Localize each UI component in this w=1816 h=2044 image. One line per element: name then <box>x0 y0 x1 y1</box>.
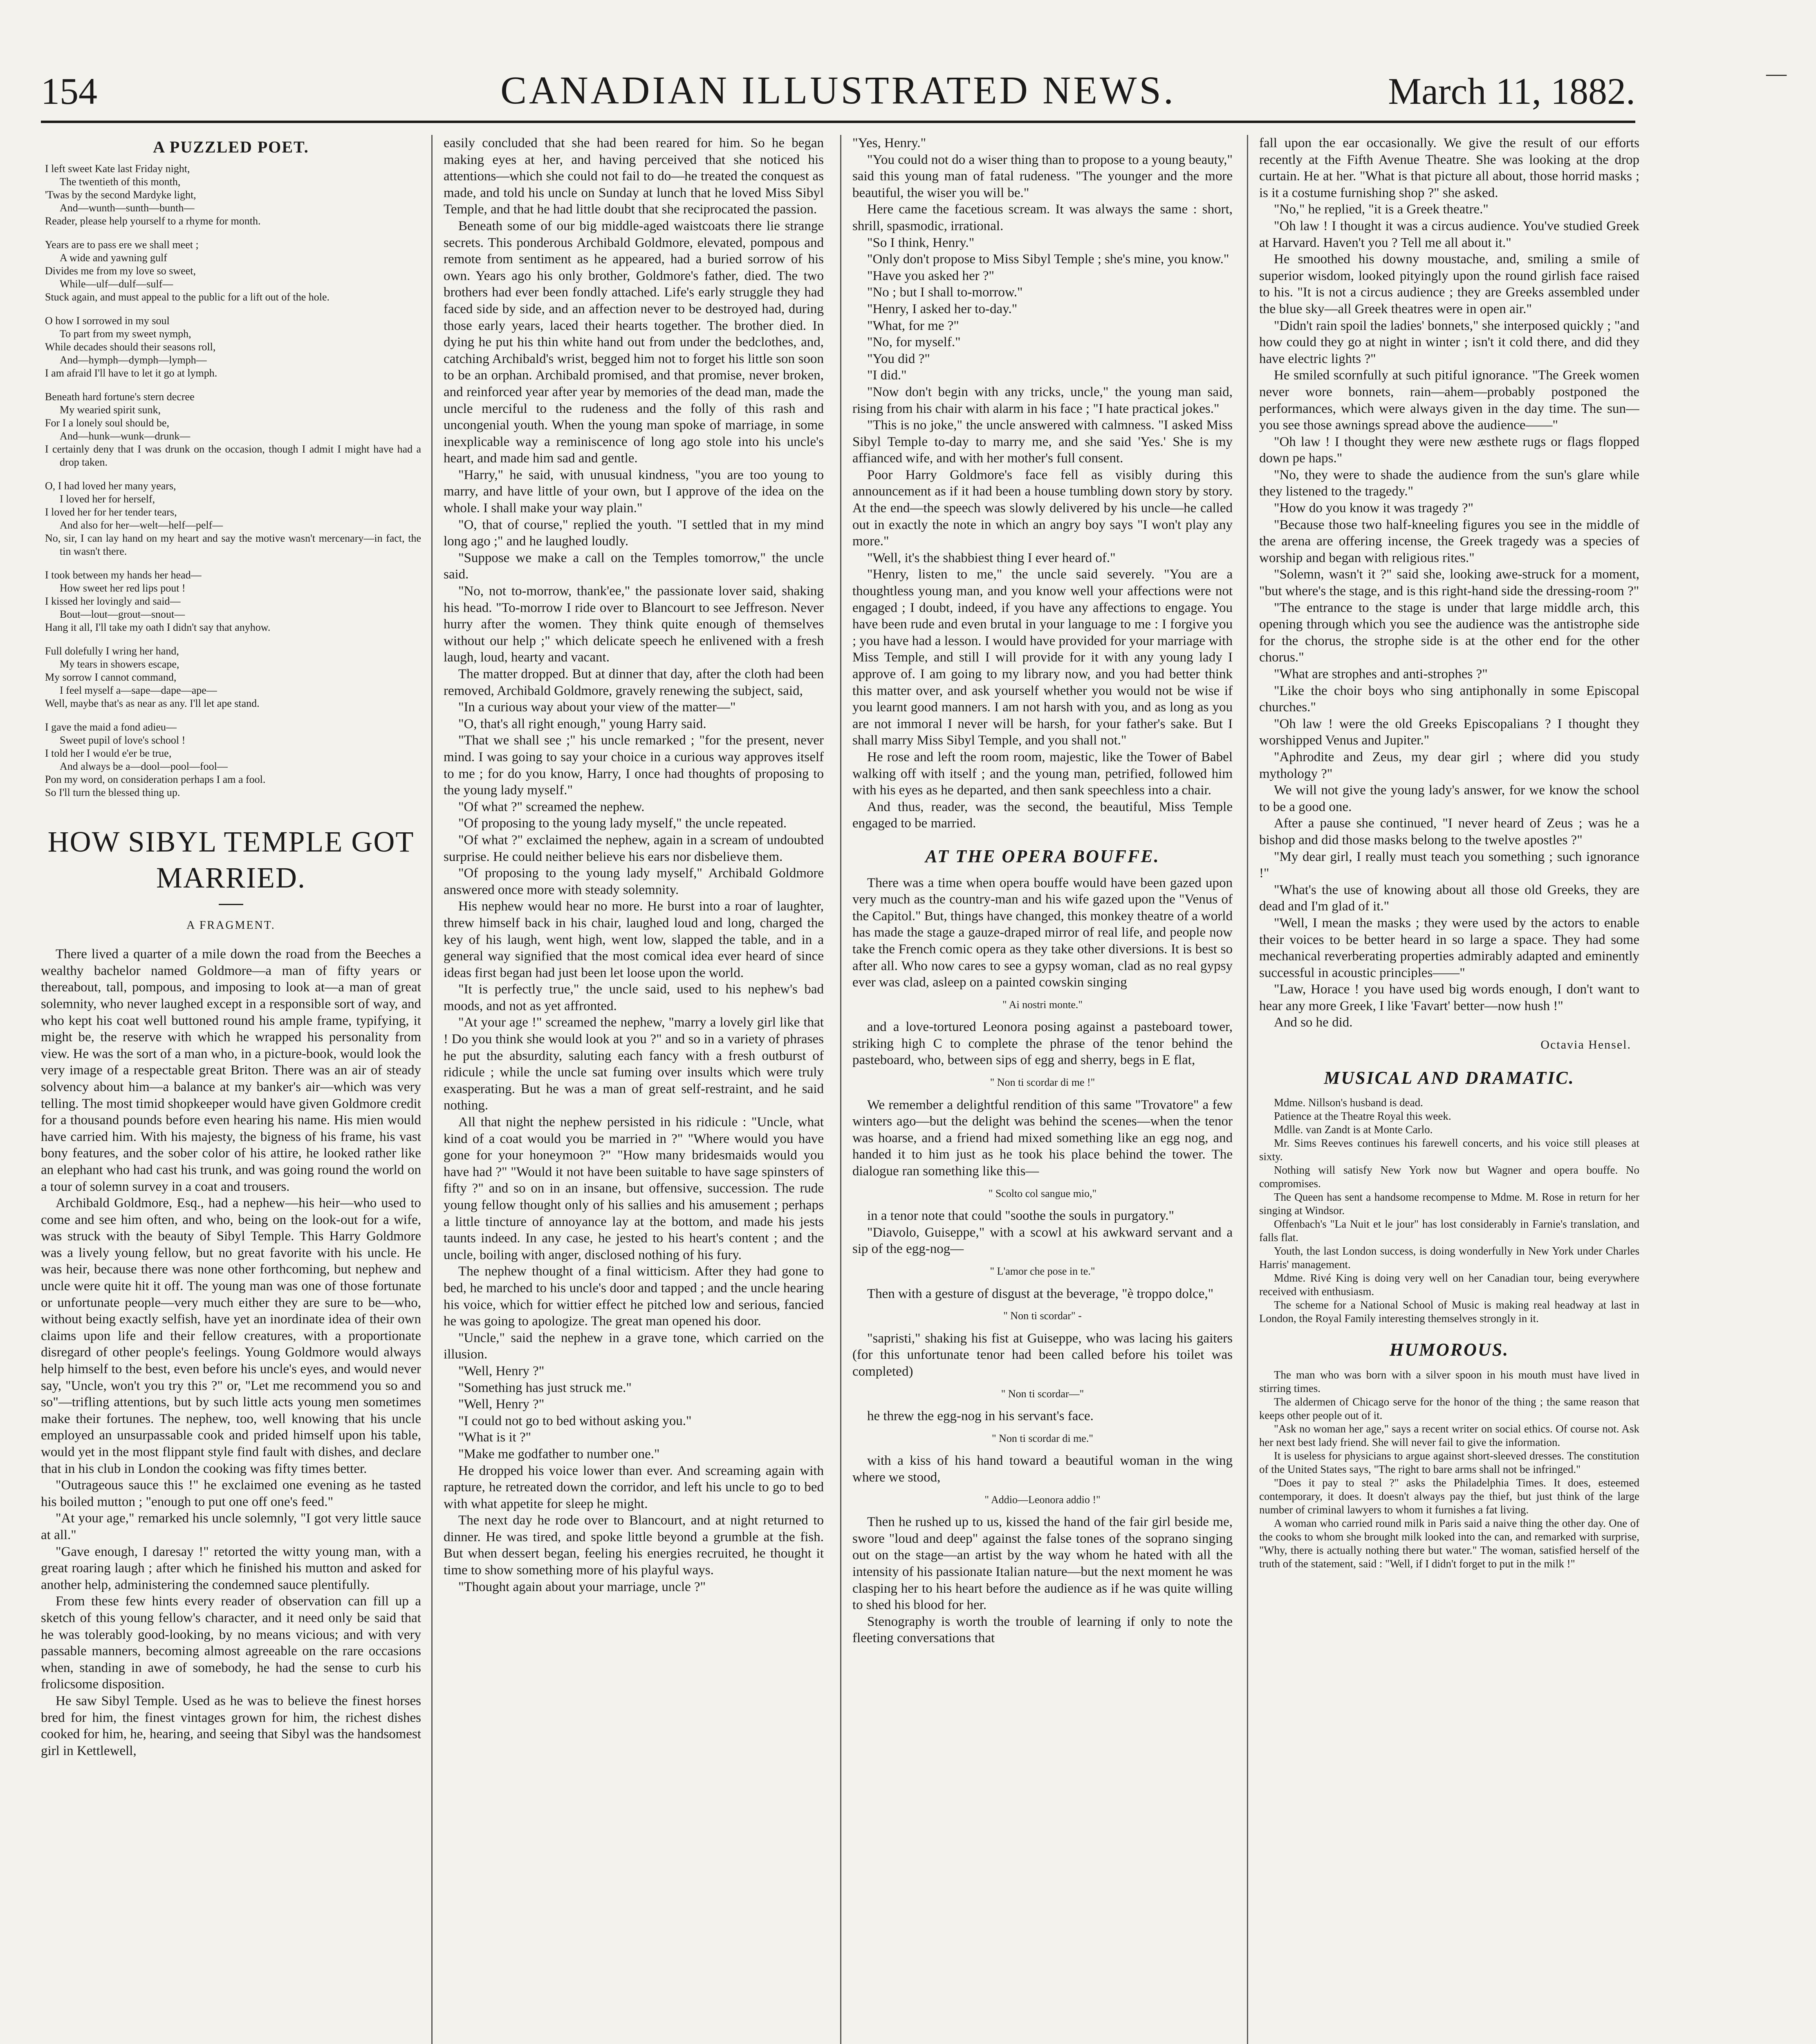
story-paragraph: "Gave enough, I daresay !" retorted the witty young man, with a great roaring laugh ; after which he finished his mutton and asked for another help, administering the condemned sauce plentifully. <box>41 1544 421 1592</box>
story-text <box>41 946 421 1759</box>
story-paragraph: "Outrageous sauce this !" he exclaimed one evening as he tasted his boiled mutton ; "enough to put one off one's feed." <box>41 1478 421 1509</box>
poem-line: Beneath hard fortune's stern decree <box>45 390 195 403</box>
opera-paragraph: We will not give the young lady's answer, for we know the school to be a good one. <box>1259 783 1639 814</box>
header-rule <box>41 121 1635 123</box>
poem-line: For I a lonely soul should be, <box>45 417 170 429</box>
poem-line: O how I sorrowed in my soul <box>45 314 170 327</box>
story-paragraph: "Something has just struck me." <box>458 1380 632 1395</box>
poem-stanza <box>45 480 421 558</box>
story-paragraph: "No ; but I shall to-morrow." <box>867 285 1023 300</box>
story-paragraph: "I could not go to bed without asking you." <box>458 1413 692 1428</box>
story-paragraph: "Thought again about your marriage, uncle ?" <box>458 1579 706 1594</box>
poem-line: And—hunk—wunk—drunk— <box>60 430 191 442</box>
story-paragraph: "O, that's all right enough," young Harry said. <box>458 716 706 731</box>
story-paragraph: "At your age !" screamed the nephew, "marry a lovely girl like that ! Do you think she would look at you ?" and so in a variety of phrases he put the absurdity, saluting each fancy with a fresh outburst of ridicule ; while the uncle sat fuming over insults which were truly exasperating. But he was a man of great self-restraint, and he said nothing. <box>444 1015 824 1113</box>
column-divider <box>840 135 841 2044</box>
story-text-continued <box>852 135 1233 832</box>
story-paragraph: His nephew would hear no more. He burst into a roar of laughter, threw himself back in his chair, laughed loud and long, charged the key of his laugh, went high, went low, slapped the table, and in a general way signified that the most comical idea ever heard of since ideas first began had just been let loose upon the world. <box>444 899 824 980</box>
story-paragraph: Beneath some of our big middle-aged waistcoats there lie strange secrets. This ponderous Archibald Goldmore, elevated, pompous and remote from sentiment as he appeared, had a buried sorrow of his own. Years ago his only brother, Goldmore's father, died. The two brothers had ever been fondly attached. Life's early struggle they had faced side by side, and an affection never to be destroyed had, during those early years, laced their hearts together. The brother died. In dying he put his thin white hand out from under the bedclothes, and, catching Archibald's wrist, begged him not to forget his little son soon to be an orphan. Archibald promised, and that promise, never broken, and reinforced year after year by memories of the dead man, made the uncle merciful to the rudeness and the folly of this rash and uncongenial youth. When the young man spoke of marriage, in some inexplicable way a reminiscence of long ago stole into his uncle's heart, and made him sad and gentle. <box>444 218 824 466</box>
poem-stanza <box>45 645 421 710</box>
poem-line: While decades should their seasons roll, <box>45 341 216 353</box>
opera-paragraph: "What's the use of knowing about all those old Greeks, they are dead and I'm glad of it." <box>1259 882 1639 914</box>
opera-paragraph: He smoothed his downy moustache, and, smiling a smile of superior wisdom, looked pityingly upon the round girlish face raised to his. "It is not a circus audience ; they are Greeks assembled under the blue sky—all Greek theatres were in open air." <box>1259 252 1639 316</box>
story-paragraph: "Only don't propose to Miss Sibyl Temple ; she's mine, you know." <box>867 252 1229 267</box>
story-paragraph: "No, for myself." <box>867 335 961 350</box>
humorous-note: A woman who carried round milk in Paris said a naive thing the other day. One of the cooks to whom she brought milk looked into the can, and remarked with surprise, "Why, there is actually nothing there but water." The woman, satisfied herself of the truth of the statement, said : "Well, if I didn't forget to put in the milk !" <box>1259 1517 1639 1570</box>
story-paragraph: "I did." <box>867 368 907 383</box>
poem-line: 'Twas by the second Mardyke light, <box>45 188 196 201</box>
story-paragraph: "Of what ?" exclaimed the nephew, again in a scream of undoubted surprise. He could neither believe his ears nor disbelieve them. <box>444 832 824 864</box>
poem-line: Hang it all, I'll take my oath I didn't say that anyhow. <box>45 621 271 633</box>
poem-line: Well, maybe that's as near as any. I'll let ape stand. <box>45 697 260 709</box>
poem-line: I feel myself a—sape—dape—ape— <box>60 684 217 696</box>
musical-note: The scheme for a National School of Music is making real headway at last in London, the Royal Family interesting themselves strongly in it. <box>1259 1299 1639 1325</box>
opera-paragraph: "No," he replied, "it is a Greek theatre." <box>1274 202 1489 217</box>
opera-paragraph: "Well, I mean the masks ; they were used by the actors to enable their voices to be better heard in so large a space. They had some mechanical reverberating properties admirably adapted and eminently successful in acoustic principles——" <box>1259 915 1639 980</box>
poem-stanza <box>45 390 421 469</box>
column-3 <box>852 135 1233 2044</box>
poem-line: The twentieth of this month, <box>60 175 181 188</box>
column-divider <box>431 135 433 2044</box>
margin-mark: — <box>1766 62 1787 85</box>
story-paragraph: And thus, reader, was the second, the beautiful, Miss Temple engaged to be married. <box>852 799 1233 831</box>
story-paragraph: All that night the nephew persisted in his ridicule : "Uncle, what kind of a coat would you be married in ?" "Where would you have gone for your honeymoon ?" "How many bridesmaids would you have had ?" "Would it not have been suitable to have sage spinsters of fifty ?" and so on in an insane, but offensive, succession. The rude young fellow thought only of his sallies and his amusement ; perhaps a little tincture of annoyance lay at the bottom, and made his jests taunts indeed. In any case, he jested to his heart's content ; and the uncle, boiling with anger, disclosed nothing of his fury. <box>444 1115 824 1262</box>
story-paragraph: easily concluded that she had been reared for him. So he began making eyes at her, and having perceived that she noticed his attentions—which she could not fail to do—he treated the conquest as made, and told his uncle on Sunday at lunch that he loved Miss Sibyl Temple, and that he had little doubt that she reciprocated the passion. <box>444 136 824 217</box>
issue-date: March 11, 1882. <box>1388 70 1635 112</box>
story-paragraph: "Yes, Henry." <box>852 136 926 150</box>
poem-line: My sorrow I cannot command, <box>45 671 177 683</box>
story-paragraph: "That we shall see ;" his uncle remarked ; "for the present, never mind. I was going to say your choice in a curious way approves itself to me ; for do you know, Harry, I once had thoughts of proposing to the young lady myself." <box>444 733 824 798</box>
song-lyric: " Scolto col sangue mio," <box>988 1187 1097 1199</box>
story-paragraph: "So I think, Henry." <box>867 235 975 250</box>
musical-note: The Queen has sent a handsome recompense to Mdme. M. Rose in return for her singing at Windsor. <box>1259 1191 1639 1217</box>
story-paragraph: "No, not to-morrow, thank'ee," the passionate lover said, shaking his head. "To-morrow I ride over to Blancourt to see Jeffreson. Never hurry after the women. They think quite enough of themselves without our help ;" which delicate speech he enlivened with a fresh laugh, loud, hearty and vacant. <box>444 584 824 665</box>
opera-paragraph: "Like the choir boys who sing antiphonally in some Episcopal churches." <box>1259 683 1639 715</box>
story-text-continued <box>444 135 824 1595</box>
poem-line: Full dolefully I wring her hand, <box>45 645 179 657</box>
story-title: HOW SIBYL TEMPLE GOT MARRIED. <box>47 825 415 894</box>
story-paragraph: "Well, Henry ?" <box>458 1363 545 1378</box>
story-paragraph: The matter dropped. But at dinner that day, after the cloth had been removed, Archibald Goldmore, gravely renewing the subject, said, <box>444 667 824 698</box>
poem-line: My tears in showers escape, <box>60 658 179 670</box>
story-paragraph: He rose and left the room room, majestic, like the Tower of Babel walking off with itself ; and the young man, petrified, followed him with his eyes as he departed, and then sank speechless into a chair. <box>852 749 1233 798</box>
song-lyric: " Ai nostri monte." <box>1002 998 1083 1011</box>
humorous-note: The aldermen of Chicago serve for the honor of the thing ; the same reason that keeps other people out of it. <box>1259 1395 1639 1421</box>
poem-stanza <box>45 721 421 799</box>
opera-text-continued <box>1259 135 1639 1031</box>
opera-paragraph: And so he did. <box>1274 1015 1353 1030</box>
story-paragraph: "Uncle," said the nephew in a grave tone, which carried on the illusion. <box>444 1330 824 1362</box>
opera-paragraph: "Aphrodite and Zeus, my dear girl ; where did you study mythology ?" <box>1259 749 1639 781</box>
poem-line: So I'll turn the blessed thing up. <box>45 786 180 798</box>
column-1 <box>41 135 421 2044</box>
poem-line: I am afraid I'll have to let it go at lymph. <box>45 367 217 379</box>
opera-paragraph: After a pause she continued, "I never heard of Zeus ; was he a bishop and did those masks belong to the twelve apostles ?" <box>1259 816 1639 847</box>
story-paragraph: He saw Sibyl Temple. Used as he was to believe the finest horses bred for him, the finest vintages grown for him, the richest dishes cooked for him, he, hearing, and seeing that Sibyl was the handsomest girl in Kettlewell, <box>41 1693 421 1758</box>
story-paragraph: The nephew thought of a final witticism. After they had gone to bed, he marched to his uncle's door and tapped ; and the uncle hearing his voice, which for wittier effect he pitched low and serious, fancied he was going to apologize. The great man opened his door. <box>444 1264 824 1329</box>
opera-paragraph: "What are strophes and anti-strophes ?" <box>1274 667 1488 681</box>
opera-paragraph: "sapristi," shaking his fist at Guiseppe, who was lacing his gaiters (for this unfortunate tenor had been called before his toilet was completed) <box>852 1331 1233 1379</box>
column-2 <box>444 135 824 2044</box>
opera-paragraph: Then with a gesture of disgust at the beverage, "è troppo dolce," <box>867 1286 1214 1301</box>
musical-note: Nothing will satisfy New York now but Wagner and opera bouffe. No compromises. <box>1259 1164 1639 1190</box>
story-paragraph: "Of what ?" screamed the nephew. <box>458 799 645 814</box>
poem-line: Pon my word, on consideration perhaps I am a fool. <box>45 773 266 785</box>
poem-line: I took between my hands her head— <box>45 569 202 581</box>
song-lyric: " Non ti scordar di me !" <box>990 1076 1095 1089</box>
story-paragraph: "Henry, I asked her to-day." <box>867 301 1018 316</box>
song-lyric: " Non ti scordar—" <box>1001 1387 1084 1400</box>
poem-line: And—hymph—dymph—lymph— <box>60 354 207 366</box>
humorous-note: The man who was born with a silver spoon in his mouth must have lived in stirring times. <box>1259 1368 1639 1394</box>
poem-line: A wide and yawning gulf <box>60 251 167 264</box>
poem-title: A PUZZLED POET. <box>153 138 309 156</box>
humorous-note: It is useless for physicians to argue against short-sleeved dresses. The constitution of the United States says, "The right to bare arms shall not be infringed." <box>1259 1449 1639 1475</box>
story-paragraph: "Well, it's the shabbiest thing I ever heard of." <box>867 550 1116 565</box>
poem-line: I gave the maid a fond adieu— <box>45 721 177 733</box>
story-paragraph: Here came the facetious scream. It was always the same : short, shrill, spasmodic, irrational. <box>852 202 1233 233</box>
song-lyric: " Non ti scordar di me." <box>992 1432 1093 1444</box>
musical-note: Mr. Sims Reeves continues his farewell concerts, and his voice still pleases at sixty. <box>1259 1137 1639 1163</box>
poem-line: Sweet pupil of love's school ! <box>60 734 186 746</box>
story-paragraph: "Harry," he said, with unusual kindness, "you are too young to marry, and have little of your own, but I approve of the idea on the whole. I shall make your way plain." <box>444 467 824 516</box>
song-lyric: " Non ti scordar" - <box>1003 1310 1082 1322</box>
poem-line: I left sweet Kate last Friday night, <box>45 162 190 175</box>
story-paragraph: "Have you asked her ?" <box>867 268 994 283</box>
page-number: 154 <box>41 70 97 112</box>
opera-paragraph: "Oh law ! were the old Greeks Episcopalians ? I thought they worshipped Venus and Jupiter." <box>1259 716 1639 748</box>
column-4 <box>1259 135 1639 2044</box>
opera-paragraph: We remember a delightful rendition of this same "Trovatore" a few winters ago—but the delight was behind the scenes—when the tenor was hoarse, and a friend had mixed something like an egg nog, and handed it to him just as he took his place behind the tower. The dialogue ran something like this— <box>852 1097 1233 1179</box>
poem-line: And always be a—dool—pool—fool— <box>60 760 228 772</box>
opera-paragraph: "Didn't rain spoil the ladies' bonnets," she interposed quickly ; "and how could they go at night in winter ; isn't it cold there, and did they have electric lights ?" <box>1259 318 1639 366</box>
opera-paragraph: with a kiss of his hand toward a beautiful woman in the wing where we stood, <box>852 1453 1233 1485</box>
poem-line: No, sir, I can lay hand on my heart and say the motive wasn't mercenary—in fact, the tin wasn't there. <box>45 532 421 557</box>
humorous-note: "Does it pay to steal ?" asks the Philadelphia Times. It does, esteemed contemporary, it does. It doesn't always pay the thief, but just think of the large number of criminal lawyers to whom it furnishes a fat living. <box>1259 1476 1639 1516</box>
opera-paragraph: Stenography is worth the trouble of learning if only to note the fleeting conversations that <box>852 1614 1233 1646</box>
poem-line: While—ulf—dulf—sulf— <box>60 278 173 290</box>
opera-paragraph: "Solemn, wasn't it ?" said she, looking awe-struck for a moment, "but where's the stage, and is this right-hand side the dressing-room ?" <box>1259 567 1639 599</box>
story-paragraph: "What is it ?" <box>458 1430 531 1445</box>
poem-stanza <box>45 569 421 634</box>
opera-paragraph: "Diavolo, Guiseppe," with a scowl at his awkward servant and a sip of the egg-nog— <box>852 1225 1233 1257</box>
opera-paragraph: and a love-tortured Leonora posing against a pasteboard tower, striking high C to complete the phrase of the tenor behind the pasteboard, who, between sips of egg and sherry, begs in E flat, <box>852 1020 1233 1068</box>
musical-notes <box>1259 1096 1639 1325</box>
opera-paragraph: "Law, Horace ! you have used big words enough, I don't want to hear any more Greek, I like 'Favart' better—now hush !" <box>1259 982 1639 1013</box>
opera-paragraph: There was a time when opera bouffe would have been gazed upon very much as the country-man and his wife gazed upon the "Venus of the Capitol." But, things have changed, this monkey theatre of a world has made the stage a gauze-draped mirror of real life, and people now take the French comic opera as they take other diversions. It is best so after all. Who now cares to see a gypsy woman, clad as no real gypsy ever was clad, asleep on a painted cowskin singing <box>852 875 1233 990</box>
opera-paragraph: "Because those two half-kneeling figures you see in the middle of the arena are offering incense, the Greek tragedy was a species of worship and began with religious rites." <box>1259 517 1639 565</box>
story-paragraph: "What, for me ?" <box>867 318 959 333</box>
title-rule <box>219 904 243 905</box>
poem-line: I loved her for her tender tears, <box>45 506 177 518</box>
poem-line: I loved her for herself, <box>60 493 155 505</box>
story-paragraph: "Suppose we make a call on the Temples tomorrow," the uncle said. <box>444 550 824 582</box>
story-paragraph: "You did ?" <box>867 351 930 366</box>
story-paragraph: "You could not do a wiser thing than to propose to a young beauty," said this young man of fatal rudeness. "The younger and the more beautiful, the wiser you will be." <box>852 152 1233 200</box>
poem-line: How sweet her red lips pout ! <box>60 582 186 594</box>
story-paragraph: "Henry, listen to me," the uncle said severely. "You are a thoughtless young man, and you know well your affections were not engaged ; I doubt, indeed, if you have any affections to engage. You have been rude and even brutal in your language to me : I forgive you ; you have had a lesson. I would have provided for your marriage with Miss Temple, and still I will provide for it with any young lady I approve of. I am going to my library now, and you had better think this matter over, and ask yourself whether you would not be wise if you learnt good manners. I am not harsh with you, and as long as you are not immoral I never will be harsh, for your father's sake. But I shall marry Miss Sibyl Temple, and you shall not." <box>852 567 1233 748</box>
poem-line: I told her I would e'er be true, <box>45 747 172 759</box>
opera-paragraph: "No, they were to shade the audience from the sun's glare while they listened to the tragedy." <box>1259 467 1639 499</box>
poem-line: And—wunth—sunth—bunth— <box>60 202 195 214</box>
author-signature: Octavia Hensel. <box>1540 1038 1631 1052</box>
opera-paragraph: fall upon the ear occasionally. We give the result of our efforts recently at the Fifth Avenue Theatre. She was looking at the drop curtain. He at her. "What is that picture all about, those horrid masks ; is it a costume furnishing shop ?" she asked. <box>1259 136 1639 200</box>
poem-line: Divides me from my love so sweet, <box>45 264 196 277</box>
poem-stanza <box>45 314 421 380</box>
poem-line: Years are to pass ere we shall meet ; <box>45 238 199 251</box>
story-paragraph: "At your age," remarked his uncle solemnly, "I got very little sauce at all." <box>41 1511 421 1542</box>
story-paragraph: "Make me godfather to number one." <box>458 1446 660 1461</box>
story-paragraph: There lived a quarter of a mile down the road from the Beeches a wealthy bachelor named Goldmore—a man of fifty years or thereabout, tall, pompous, and imposing to look at—a man of great solemnity, who never laughed except in a responsible sort of way, and who kept his coat well buttoned round his ample frame, typifying, it might be, the reserve with which he wrapped his personality from view. He was the sort of a man who, in a picture-book, would look the very image of a respectable great Briton. There was an air of steady solvency about him—a balance at my banker's air—which was very telling. The most timid shopkeeper would have given Goldmore credit for a thousand pounds before even hearing his name. His mien would have carried him. With his majesty, the bigness of his frame, his vast bony features, and the sober color of his attire, he looked rather like an elephant who had cast his trunk, and was going round the world on a tour of solemn survey in a coat and trousers. <box>41 947 421 1194</box>
opera-paragraph: "My dear girl, I really must teach you something ; such ignorance !" <box>1259 849 1639 881</box>
humorous-note: "Ask no woman her age," says a recent writer on social ethics. Of course not. Ask her next best lady friend. She will never fail to give the information. <box>1259 1422 1639 1448</box>
story-paragraph: The next day he rode over to Blancourt, and at night returned to dinner. He was tired, and spoke little beyond a grumble at the fish. But when dessert began, feeling his energies recruited, he thought it time to show something more of his playful ways. <box>444 1513 824 1578</box>
column-divider <box>1247 135 1248 2044</box>
story-paragraph: "This is no joke," the uncle answered with calmness. "I asked Miss Sibyl Temple to-day to marry me, and she said 'Yes.' She is my affianced wife, and with her mother's full consent. <box>852 418 1233 466</box>
poem-line: My wearied spirit sunk, <box>60 403 161 416</box>
musical-title: MUSICAL AND DRAMATIC. <box>1324 1067 1575 1088</box>
poem-body <box>45 162 421 799</box>
story-paragraph: "Of proposing to the young lady myself," Archibald Goldmore answered once more with steady solemnity. <box>444 866 824 897</box>
musical-note: Patience at the Theatre Royal this week. <box>1274 1110 1451 1123</box>
musical-note: Offenbach's "La Nuit et le jour" has lost considerably in Farnie's translation, and falls flat. <box>1259 1218 1639 1244</box>
story-paragraph: From these few hints every reader of observation can fill up a sketch of this young fellow's character, and it need only be said that he was tolerably good-looking, by no means vicious; and with very passable manners, becoming almost agreeable on the rare occasions when, standing in awe of somebody, he had the sense to curb his frolicsome disposition. <box>41 1594 421 1692</box>
story-paragraph: Archibald Goldmore, Esq., had a nephew—his heir—who used to come and see him often, and who, being on the look-out for a wife, was struck with the beauty of Sibyl Temple. This Harry Goldmore was a lively young fellow, but no great favorite with his uncle. He was heir, because there was none other forthcoming, but nephew and uncle were quite hit it off. The young man was one of those fortunate or unfortunate people—very much either they are sure to be—who, without being exactly selfish, have yet an inordinate idea of their own claims upon life and their fellow creatures, with a proportionate disregard of other people's feelings. Young Goldmore would always help himself to the best, even before his uncle's eyes, and would never say, "Uncle, won't you try this ?" or, "Let me recommend you so and so"—trifling attentions, but by such little acts young men sometimes make their fortunes. The nephew, too, well knowing that his uncle employed an unsurpassable cook and prided himself upon his table, would yet in the most flippant style find fault with dishes, and declare that in his club in London the cooking was fifty times better. <box>41 1196 421 1476</box>
story-paragraph: He dropped his voice lower than ever. And screaming again with rapture, he retreated down the corridor, and left his uncle to go to bed with what appetite for sleep he might. <box>444 1463 824 1511</box>
poem-stanza <box>45 238 421 304</box>
story-paragraph: "Now don't begin with any tricks, uncle," the young man said, rising from his chair with alarm in his face ; "I hate practical jokes." <box>852 384 1233 416</box>
page-header <box>41 25 1635 131</box>
opera-paragraph: "Oh law ! I thought they were new æsthete rugs or flags flopped down pe haps." <box>1259 434 1639 466</box>
poem-line: Bout—lout—grout—snout— <box>60 608 185 620</box>
song-lyric: " Addio—Leonora addio !" <box>984 1493 1101 1506</box>
opera-paragraph: in a tenor note that could "soothe the souls in purgatory." <box>867 1208 1174 1224</box>
opera-paragraph: Then he rushed up to us, kissed the hand of the fair girl beside me, swore "loud and deep" against the false tones of the soprano singing out on the stage—an artist by the way whom he hated with all the intensity of his passionate Italian nature—but the next moment he was clasping her to his heart before the audience as if he was quite willing to shed his blood for her. <box>852 1515 1233 1613</box>
masthead-title: CANADIAN ILLUSTRATED NEWS. <box>500 68 1176 112</box>
humorous-title: HUMOROUS. <box>1389 1340 1509 1360</box>
opera-paragraph: "Oh law ! I thought it was a circus audience. You've studied Greek at Harvard. Haven't you ? Tell me all about it." <box>1259 218 1639 250</box>
poem-line: O, I had loved her many years, <box>45 480 176 492</box>
story-paragraph: "In a curious way about your view of the matter—" <box>458 700 736 715</box>
musical-note: Mdme. Rivé King is doing very well on her Canadian tour, being everywhere received with enthusiasm. <box>1259 1272 1639 1298</box>
opera-paragraph: "The entrance to the stage is under that large middle arch, this opening through which you see the audience was the antistrophe side for the chorus, the strophe side is at the other end for the other chorus." <box>1259 600 1639 665</box>
story-paragraph: "Well, Henry ?" <box>458 1397 545 1412</box>
poem-line: And also for her—welt—helf—pelf— <box>60 519 223 531</box>
opera-text <box>852 875 1233 1647</box>
poem-line: To part from my sweet nymph, <box>60 327 191 340</box>
poem-line: I kissed her lovingly and said— <box>45 595 181 607</box>
song-lyric: " L'amor che pose in te." <box>990 1265 1095 1277</box>
musical-note: Youth, the last London success, is doing wonderfully in New York under Charles Harris' management. <box>1259 1245 1639 1271</box>
poem-stanza <box>45 162 421 228</box>
poem-line: I certainly deny that I was drunk on the occasion, though I admit I might have had a drop taken. <box>45 443 421 468</box>
story-paragraph: "O, that of course," replied the youth. "I settled that in my mind long ago ;" and he laughed loudly. <box>444 517 824 549</box>
story-paragraph: Poor Harry Goldmore's face fell as visibly during this announcement as if it had been a house tumbling down story by story. At the end—the speech was slowly delivered by his uncle—he called out in exactly the note in which an angry boy says "I won't play any more." <box>852 467 1233 549</box>
story-paragraph: "Of proposing to the young lady myself," the uncle repeated. <box>458 816 787 831</box>
opera-paragraph: he threw the egg-nog in his servant's face. <box>867 1409 1094 1424</box>
story-subtitle: A FRAGMENT. <box>186 919 276 932</box>
poem-line: Stuck again, and must appeal to the public for a lift out of the hole. <box>45 291 330 303</box>
humorous-notes <box>1259 1368 1639 1571</box>
musical-note: Mdlle. van Zandt is at Monte Carlo. <box>1274 1123 1433 1136</box>
opera-paragraph: "How do you know it was tragedy ?" <box>1274 501 1473 516</box>
poem-line: Reader, please help yourself to a rhyme for month. <box>45 215 261 227</box>
opera-title: AT THE OPERA BOUFFE. <box>925 846 1160 866</box>
story-paragraph: "It is perfectly true," the uncle said, used to his nephew's bad moods, and not as yet affronted. <box>444 982 824 1013</box>
opera-paragraph: He smiled scornfully at such pitiful ignorance. "The Greek women never wore bonnets, rain—ahem—probably postponed the performances, which were always given in the day time. The sun—you see those awnings spread above the audience——" <box>1259 368 1639 433</box>
musical-note: Mdme. Nillson's husband is dead. <box>1274 1096 1423 1109</box>
